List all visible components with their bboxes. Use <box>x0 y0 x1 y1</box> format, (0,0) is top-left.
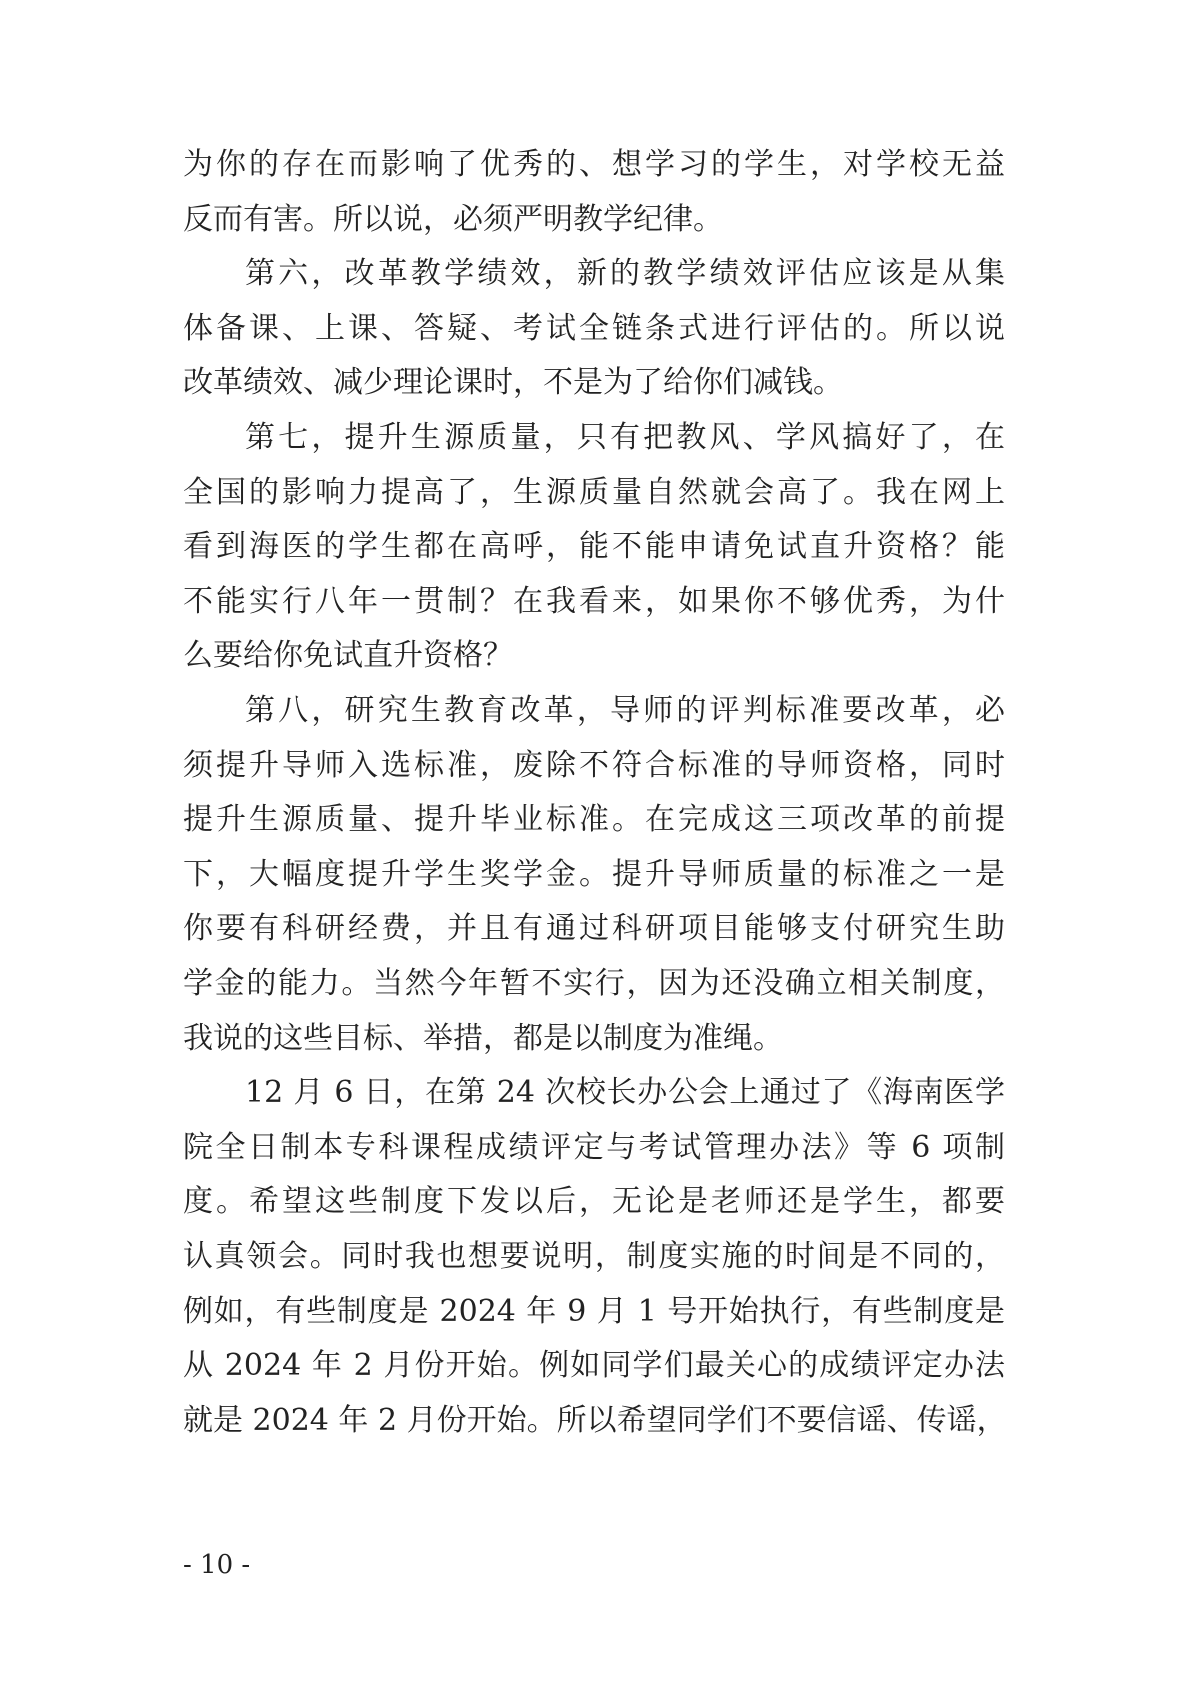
text-line: 从 2024 年 2 月份开始。例如同学们最关心的成绩评定办法 <box>183 1348 1005 1383</box>
text-line: 度。希望这些制度下发以后，无论是老师还是学生，都要 <box>183 1184 1005 1219</box>
page-number: - 10 - <box>183 1550 251 1580</box>
text-line: 下，大幅度提升学生奖学金。提升导师质量的标准之一是 <box>183 857 1005 892</box>
text-line: 院全日制本专科课程成绩评定与考试管理办法》等 6 项制 <box>183 1130 1005 1165</box>
text-line: 反而有害。所以说，必须严明教学纪律。 <box>183 202 723 237</box>
text-line: 不能实行八年一贯制？在我看来，如果你不够优秀，为什 <box>183 584 1005 619</box>
text-line: 学金的能力。当然今年暂不实行，因为还没确立相关制度， <box>183 966 1005 1001</box>
text-line: 看到海医的学生都在高呼，能不能申请免试直升资格？能 <box>183 529 1005 564</box>
text-line: 就是 2024 年 2 月份开始。所以希望同学们不要信谣、传谣， <box>183 1403 1007 1438</box>
text-line: 全国的影响力提高了，生源质量自然就会高了。我在网上 <box>183 475 1005 510</box>
text-line: 须提升导师入选标准，废除不符合标准的导师资格，同时 <box>183 748 1005 783</box>
text-line: 体备课、上课、答疑、考试全链条式进行评估的。所以说 <box>183 311 1005 346</box>
text-line: 为你的存在而影响了优秀的、想学习的学生，对学校无益 <box>183 147 1005 182</box>
text-line: 改革绩效、减少理论课时，不是为了给你们减钱。 <box>183 365 843 400</box>
text-line: 提升生源质量、提升毕业标准。在完成这三项改革的前提 <box>183 802 1005 837</box>
paragraph-first-line: 第七，提升生源质量，只有把教风、学风搞好了，在 <box>245 420 1005 455</box>
text-line: 你要有科研经费，并且有通过科研项目能够支付研究生助 <box>183 911 1005 946</box>
paragraph-first-line: 第八，研究生教育改革，导师的评判标准要改革，必 <box>245 693 1005 728</box>
text-line: 例如，有些制度是 2024 年 9 月 1 号开始执行，有些制度是 <box>183 1294 1005 1329</box>
paragraph-first-line: 第六，改革教学绩效，新的教学绩效评估应该是从集 <box>245 256 1005 291</box>
text-line: 我说的这些目标、举措，都是以制度为准绳。 <box>183 1021 783 1056</box>
text-line: 么要给你免试直升资格？ <box>183 638 513 673</box>
paragraph-first-line: 12 月 6 日，在第 24 次校长办公会上通过了《海南医学 <box>245 1075 1005 1110</box>
text-line: 认真领会。同时我也想要说明，制度实施的时间是不同的， <box>183 1239 1005 1274</box>
